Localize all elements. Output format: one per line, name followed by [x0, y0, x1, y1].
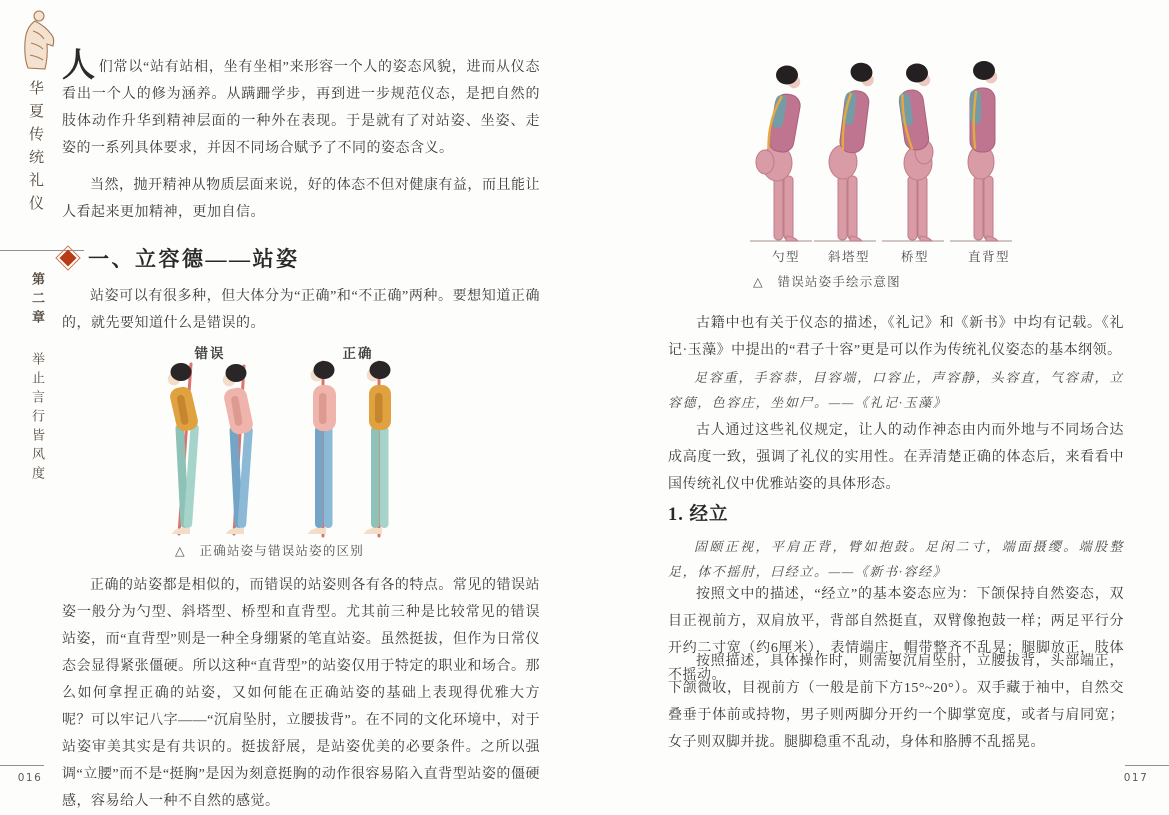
paragraph-ancient-texts: 古籍中也有关于仪态的描述，《礼记》和《新书》中均有记载。《礼记·玉藻》中提出的“君子十容”更是可以作为传统礼仪姿态的基本纲领。: [668, 316, 1124, 358]
figure-label-bridge: 桥型: [900, 250, 929, 264]
figure-label-leaning-tower: 斜塔型: [827, 250, 870, 264]
right-page-number: 017: [1123, 772, 1149, 784]
body-paragraph-wrong-types: 正确的站姿都是相似的，而错误的站姿则各有各的特点。常见的错误站姿一般分为勺型、斜塔型、桥型和直背型。尤其前三种是比较常见的错误站姿，而“直背型”则是一种全身绷紧的笔直站姿。虽然挺拔，但作为日常仪态会显得紧张僵硬。所以这种“直背型”的站姿仅用于特定的职业和场合。那么如何拿捏正确的站姿，又如何能在正确站姿的基础上表现得优雅大方呢？可以牢记八字——“沉肩坠肘，立腰拔背”。在不同的文化环境中，对于站姿审美其实是有共识的。挺拔舒展，是站姿优美的必要条件。之所以强调“立腰”而不是“挺胸”是因为刻意挺胸的动作很容易陷入直背型站姿的僵硬感，容易给人一种不自然的感觉。: [62, 578, 540, 809]
chapter-title: 举止言行皆风度: [30, 352, 45, 485]
figure-label-wrong: 错误: [194, 346, 226, 361]
robed-figure-icon: [14, 6, 60, 70]
intro-paragraph-text: 们常以“站有站相，坐有坐相”来形容一个人的姿态风貌，进而从仪态看出一个人的修为涵养。从蹒跚学步，再到进一步规范仪态，是把自然的肢体动作升华到精神层面的一种外在表现。于是就有了对站姿、坐姿、走姿的一系列具体要求，并因不同场合赋予了不同的姿态含义。: [62, 60, 540, 156]
left-figure-caption: △ 正确站姿与错误站姿的区别: [175, 544, 364, 558]
figure-correct-male: [308, 361, 336, 536]
wrong-postures-illustration: [742, 60, 1024, 252]
chapter-label: 第二章: [30, 272, 45, 329]
section-heading-row: [62, 243, 300, 273]
quote-xinshu-rongjing: 固颐正视，平肩正背，臂如抱鼓。足闲二寸，端面摄缨。端股整足，体不摇肘，曰经立。——《新书·容经》: [668, 539, 1124, 579]
left-page-number: 016: [17, 772, 43, 784]
figure-straight-back-type: [950, 61, 1012, 241]
section-intro-paragraph: 站姿可以有很多种，但大体分为“正确”和“不正确”两种。要想知道正确的，就先要知道什么是错误的。: [62, 289, 540, 331]
paragraph-etiquette-purpose: 古人通过这些礼仪规定，让人的动作神态由内而外地与不同场合达成高度一致，强调了礼仪的实用性。在弄清楚正确的体态后，来看看中国传统礼仪中优雅站姿的具体形态。: [668, 423, 1124, 492]
figure-wrong-male: [222, 364, 254, 534]
dropcap-char: 人: [62, 48, 96, 84]
figure-label-spoon: 勺型: [771, 250, 800, 264]
right-figure-caption: △ 错误站姿手绘示意图: [753, 275, 901, 289]
figure-spoon-type: [750, 66, 812, 242]
paragraph-jingli-practice: 按照描述，具体操作时，则需要沉肩坠肘，立腰拔背，头部端正，下颌微收，目视前方（一般是前下方15°~20°）。双手藏于袖中，自然交叠垂于体前或持物，男子则两脚分开约一个脚掌宽度，或者与肩同宽；女子则双脚并拢。腿脚稳重不乱动，身体和胳膊不乱摇晃。: [668, 654, 1124, 750]
quote-liji-yuzao: 足容重，手容恭，目容端，口容止，声容静，头容直，气容肃，立容德，色容庄，坐如尸。——《礼记·玉藻》: [668, 370, 1124, 410]
subsection-heading-jingli: 1. 经立: [668, 505, 729, 525]
figure-label-correct: 正确: [342, 346, 374, 361]
figure-correct-female: [364, 361, 391, 536]
figure-label-straight-back: 直背型: [967, 250, 1010, 264]
left-footer-rule: [0, 765, 44, 766]
figure-bridge-type: [882, 64, 944, 242]
figure-leaning-tower-type: [814, 61, 876, 241]
intro-paragraph: [62, 48, 540, 162]
figure-wrong-female: [168, 363, 200, 534]
right-footer-rule: [1125, 765, 1169, 766]
diamond-bullet-icon: [60, 250, 77, 267]
intro-paragraph-2: 当然，抛开精神从物质层面来说，好的体态不但对健康有益，而且能让人看起来更加精神，更加自信。: [62, 178, 540, 220]
posture-comparison-illustration: [150, 360, 410, 542]
section-heading: 一、立容德——站姿: [88, 247, 300, 271]
book-series-title: 华夏传统礼仪: [27, 80, 43, 218]
paragraph-jingli-description: 按照文中的描述，“经立”的基本姿态应为：下颌保持自然姿态，双目正视前方，双肩放平，背部自然挺直，双臂像抱鼓一样；两足平行分开约二寸宽（约6厘米），表情端庄，帽带整齐不乱晃；腿脚放正，肢体不摇动。: [668, 587, 1124, 683]
